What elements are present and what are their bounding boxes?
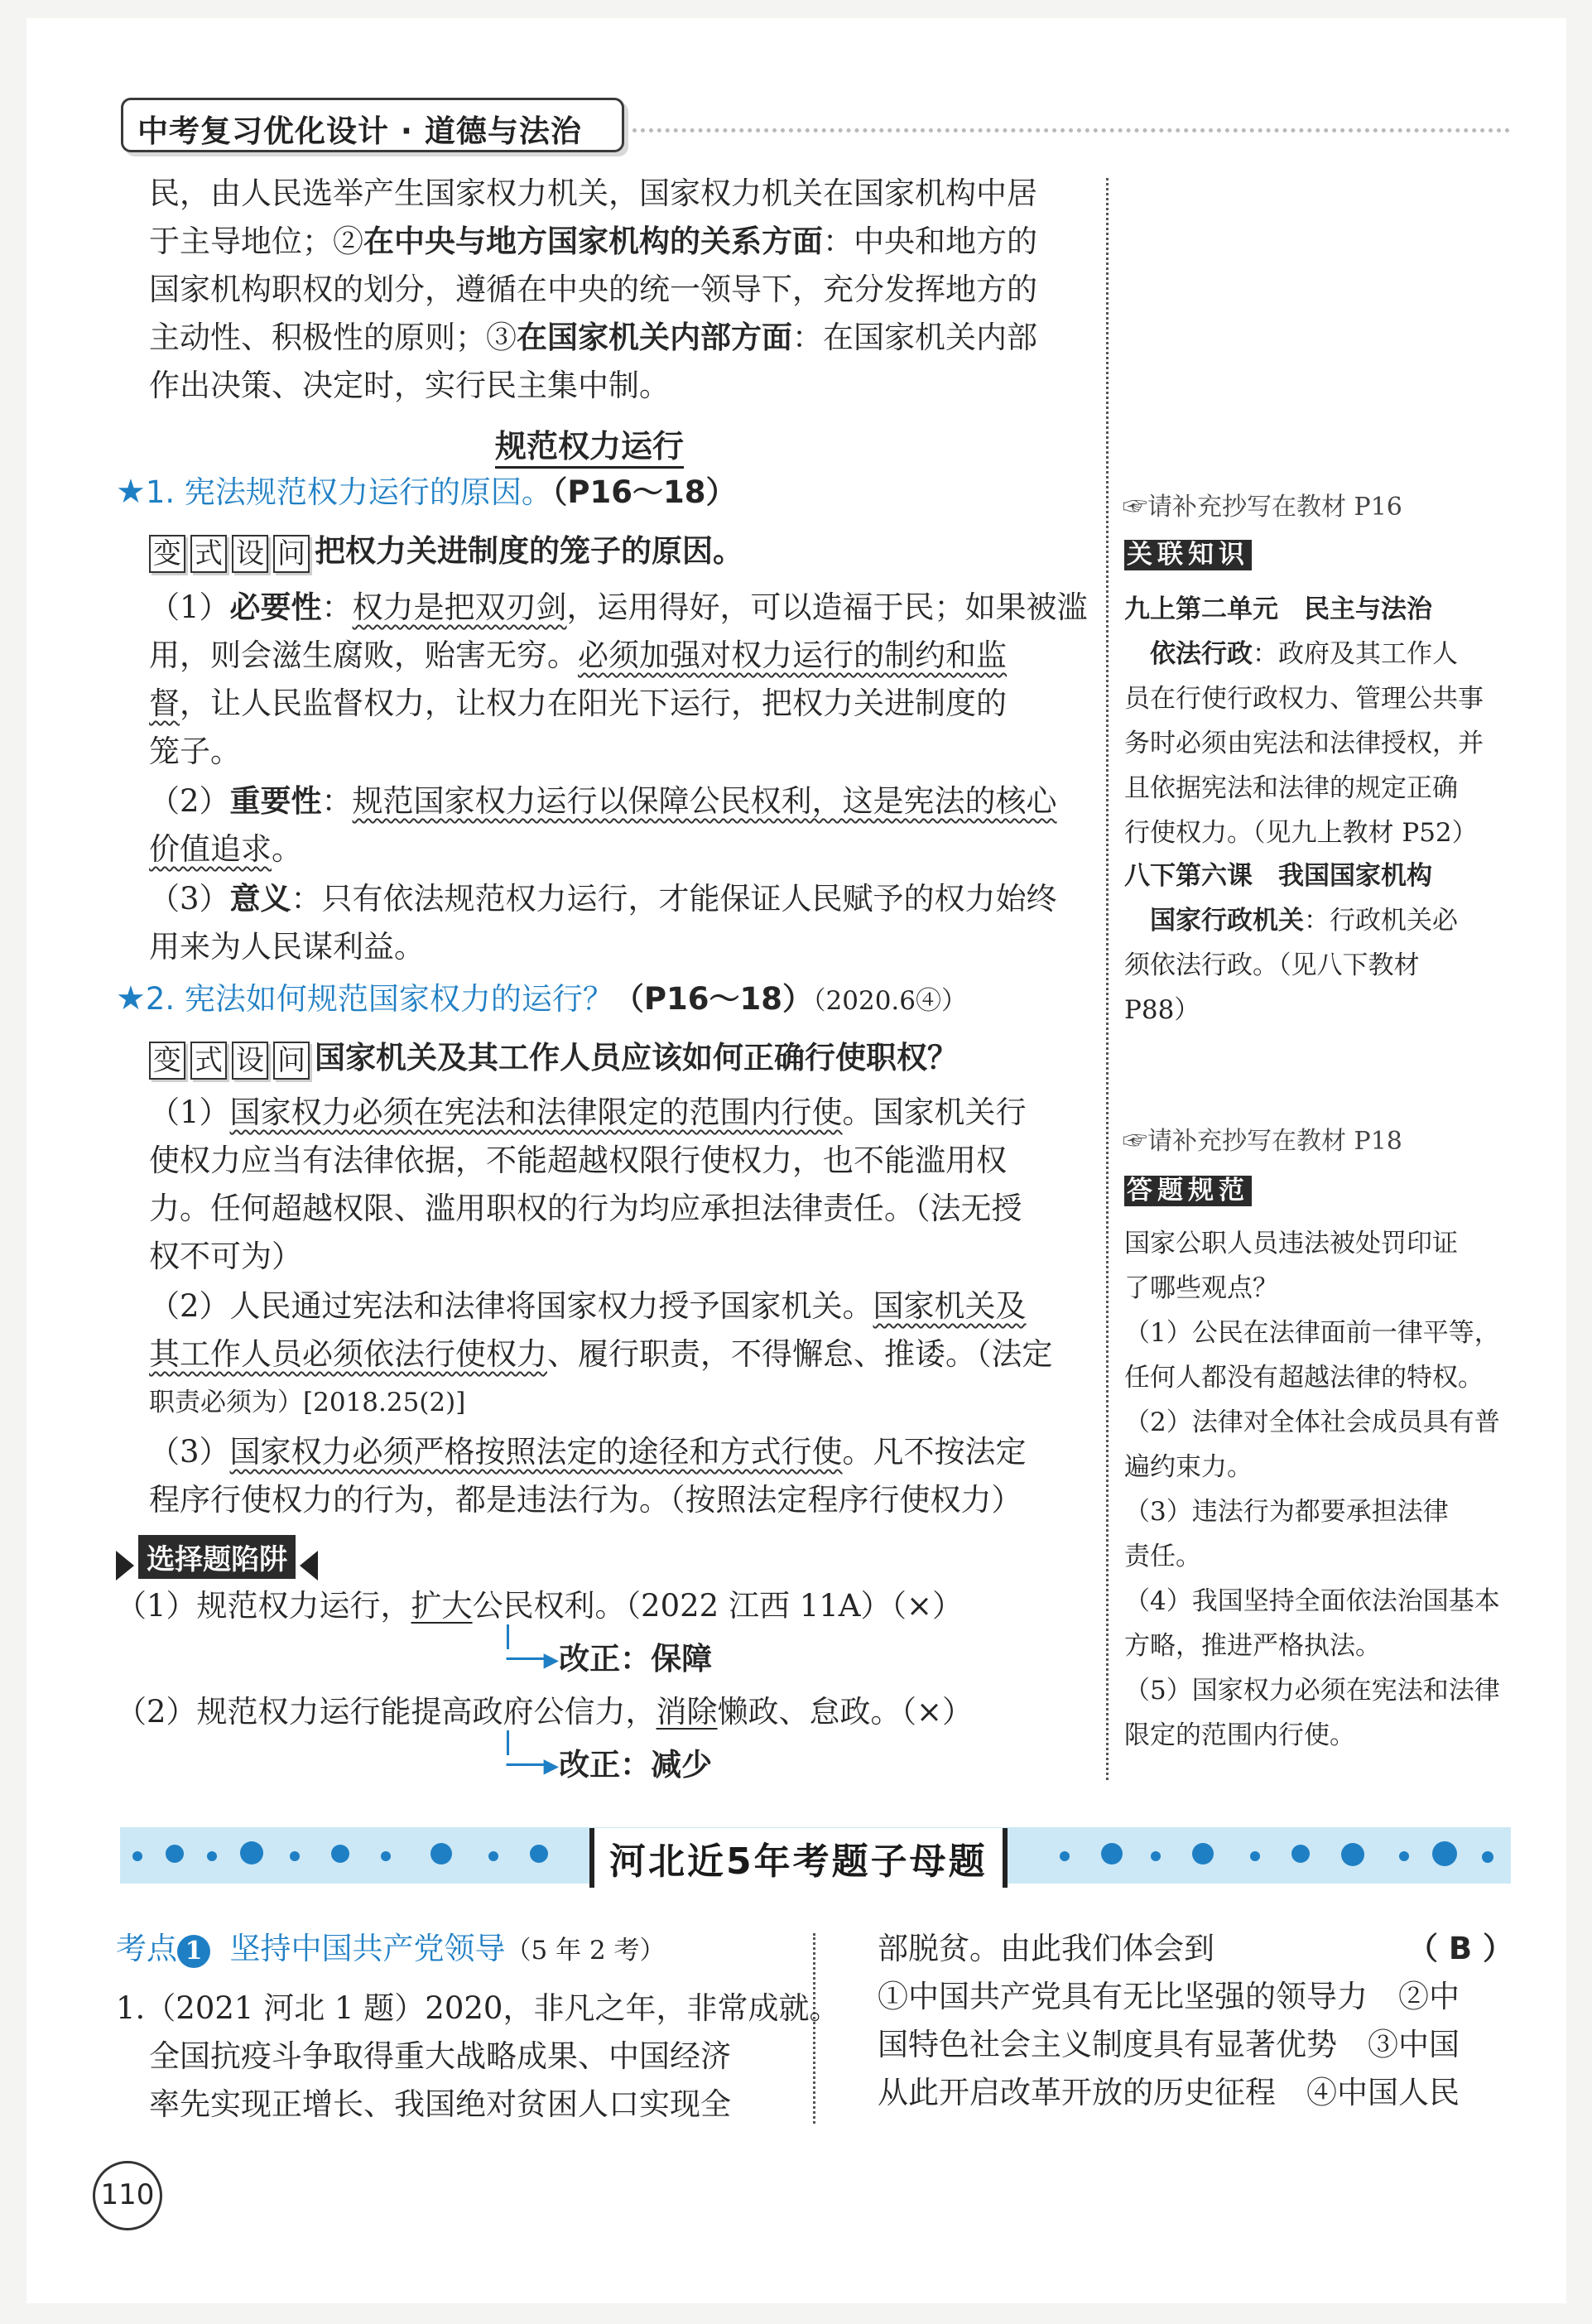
kaodian-count: （5 年 2 考） — [505, 1936, 666, 1966]
q1-line: 督，让人民监督权力，让权力在阳光下运行，把权力关进制度的 — [149, 686, 1007, 721]
side-line: （4）我国坚持全面依法治国基本 — [1124, 1586, 1500, 1616]
intro-line: 民，由人民选举产生国家权力机关，国家权力机关在国家机构中居 — [149, 176, 1037, 211]
answer-bracket: （ B ） — [1407, 1931, 1513, 1966]
side-line: 国家公职人员违法被处罚印证 — [1124, 1229, 1458, 1258]
side-line: （1）公民在法律面前一律平等， — [1124, 1318, 1500, 1348]
q1-line: 价值追求。 — [149, 831, 302, 867]
dot-decoration — [290, 1851, 300, 1861]
q1-pages: （P16～18） — [551, 474, 737, 510]
dot-decoration — [207, 1851, 217, 1861]
dot-decoration — [1060, 1851, 1070, 1861]
arrow-right-icon: ──▸ — [507, 1747, 560, 1783]
side-tag-wrap — [1124, 1176, 1252, 1206]
q1-line: 用来为人民谋利益。 — [149, 929, 425, 965]
dot-decoration — [1399, 1851, 1409, 1861]
side-line: 依法行政：政府及其工作人 — [1150, 639, 1458, 669]
kaodian-title: 坚持中国共产党领导 — [229, 1931, 506, 1966]
dot-decoration — [1341, 1843, 1364, 1866]
q2-line: （3）国家权力必须严格按照法定的途径和方式行使。凡不按法定 — [149, 1434, 1027, 1470]
variant-tag-char: 变 — [149, 1042, 185, 1080]
dot-decoration — [1432, 1841, 1457, 1866]
dot-decoration — [1192, 1843, 1214, 1864]
variant-tag-char: 变 — [149, 535, 185, 573]
question-line: ①中国共产党具有无比坚强的领导力 ②中 — [878, 1979, 1460, 2014]
q2-line: 程序行使权力的行为，都是违法行为。（按照法定程序行使权力） — [149, 1482, 1022, 1518]
side-line: 八下第六课 我国国家机构 — [1124, 861, 1432, 891]
column-separator-bottom — [813, 1933, 815, 2124]
kaodian-number: 1 — [177, 1935, 210, 1968]
q2-line: （1）国家权力必须在宪法和法律限定的范围内行使。国家机关行 — [149, 1095, 1027, 1130]
side-line: 了哪些观点？ — [1124, 1273, 1278, 1303]
dot-decoration — [530, 1845, 548, 1863]
side-line: （2）法律对全体社会成员具有普 — [1124, 1407, 1500, 1437]
trap-label: 选择题陷阱 — [138, 1535, 296, 1579]
side-tag: 答题规范 — [1124, 1176, 1252, 1206]
question-line: 率先实现正增长、我国绝对贫困人口实现全 — [149, 2086, 731, 2122]
dot-decoration — [488, 1851, 498, 1861]
q1-line: （1）必要性：权力是把双刃剑，运用得好，可以造福于民；如果被滥 — [149, 589, 1088, 625]
side-line: P88） — [1124, 995, 1200, 1025]
q2-variant — [149, 1040, 958, 1080]
intro-line: 国家机构职权的划分，遵循在中央的统一领导下，充分发挥地方的 — [149, 272, 1037, 307]
variant-tag-char: 设 — [232, 1042, 268, 1080]
side-line: 务时必须由宪法和法律授权，并 — [1124, 729, 1484, 758]
dot-decoration — [1250, 1851, 1260, 1861]
q2-exam: （2020.6④） — [813, 986, 968, 1016]
variant-question: 把权力关进制度的笼子的原因。 — [315, 533, 743, 569]
page-number: 110 — [93, 2161, 162, 2230]
variant-tag-char: 设 — [232, 535, 268, 573]
q1-variant — [149, 533, 743, 573]
side-line: 员在行使行政权力、管理公共事 — [1124, 684, 1484, 714]
variant-question: 国家机关及其工作人员应该如何正确行使职权？ — [315, 1040, 958, 1075]
variant-tag-char: 式 — [190, 1042, 227, 1080]
dot-decoration — [1151, 1851, 1161, 1861]
trap-fix: ──▸改正：减少 — [507, 1747, 713, 1783]
side-line: 方略，推进严格执法。 — [1124, 1631, 1381, 1661]
q2-line: 权不可为） — [149, 1239, 302, 1274]
kaodian-label: 考点 — [116, 1931, 177, 1966]
side-line: （5）国家权力必须在宪法和法律 — [1124, 1676, 1500, 1706]
q2-line: 力。任何超越权限、滥用职权的行为均应承担法律责任。（法无授 — [149, 1191, 1022, 1226]
side-line: 行使权力。（见九上教材 P52） — [1124, 818, 1478, 848]
side-tag-wrap — [1124, 540, 1252, 570]
q2-pages: （P16～18） — [613, 981, 814, 1017]
dot-decoration — [240, 1841, 263, 1864]
question-line: 1.（2021 河北 1 题）2020，非凡之年，非常成就。 — [116, 1990, 840, 2026]
section-title: 规范权力运行 — [495, 428, 684, 469]
side-note: ☞请补充抄写在教材 P16 — [1123, 493, 1402, 522]
question-line: 从此开启改革开放的历史征程 ④中国人民 — [878, 2075, 1460, 2110]
side-line: 遍约束力。 — [1124, 1452, 1253, 1482]
side-line: 须依法行政。（见八下教材 — [1124, 950, 1420, 980]
q2-title: 2. 宪法如何规范国家权力的运行？ — [145, 981, 613, 1017]
triangle-right-icon — [116, 1551, 134, 1581]
question-line: 部脱贫。由此我们体会到 — [878, 1931, 1214, 1966]
variant-tag-char: 问 — [273, 1042, 310, 1080]
side-line: （3）违法行为都要承担法律 — [1124, 1497, 1449, 1527]
q1-title: 1. 宪法规范权力运行的原因。 — [145, 474, 552, 510]
dot-decoration — [1482, 1851, 1493, 1863]
q1-line: （2）重要性：规范国家权力运行以保障公民权利，这是宪法的核心 — [149, 783, 1057, 819]
side-note: ☞请补充抄写在教材 P18 — [1123, 1127, 1402, 1156]
dot-decoration — [381, 1851, 391, 1861]
header-dotted-rule — [632, 128, 1510, 132]
question-line: 国特色社会主义制度具有显著优势 ③中国 — [878, 2027, 1460, 2062]
dot-decoration — [132, 1851, 142, 1861]
dot-decoration — [1101, 1843, 1123, 1864]
side-tag: 关联知识 — [1124, 540, 1252, 570]
side-line: 限定的范围内行使。 — [1124, 1720, 1355, 1750]
intro-line: 作出决策、决定时，实行民主集中制。 — [149, 368, 670, 403]
q2-line: （2）人民通过宪法和法律将国家权力授予国家机关。国家机关及 — [149, 1288, 1027, 1324]
kaodian-heading — [116, 1931, 666, 1969]
q1-heading — [116, 474, 737, 511]
q2-heading — [116, 980, 967, 1019]
q2-line: 职责必须为）[2018.25(2)] — [149, 1388, 466, 1417]
q2-line: 其工作人员必须依法行使权力、履行职责，不得懈怠、推诿。（法定 — [149, 1336, 1053, 1372]
arrow-right-icon: ──▸ — [507, 1641, 560, 1677]
star-icon: ★ — [116, 979, 146, 1018]
q1-line: （3）意义：只有依法规范权力运行，才能保证人民赋予的权力始终 — [149, 881, 1057, 917]
side-line: 九上第二单元 民主与法治 — [1124, 594, 1432, 624]
side-line: 任何人都没有超越法律的特权。 — [1124, 1363, 1484, 1393]
intro-line: 于主导地位；②在中央与地方国家机构的关系方面：中央和地方的 — [149, 224, 1037, 259]
q1-line: 笼子。 — [149, 734, 241, 769]
banner-title: 河北近5年考题子母题 — [589, 1828, 1008, 1888]
q2-line: 使权力应当有法律依据，不能超越权限行使权力，也不能滥用权 — [149, 1143, 1007, 1178]
intro-line: 主动性、积极性的原则；③在国家机关内部方面：在国家机关内部 — [149, 320, 1037, 355]
star-icon: ★ — [116, 473, 146, 511]
section-title-wrap — [495, 421, 684, 466]
trap-item: （2）规范权力运行能提高政府公信力，消除懒政、怠政。（×） — [116, 1694, 974, 1730]
column-separator — [1106, 178, 1109, 1780]
trap-label-wrap — [116, 1535, 318, 1581]
variant-tag-char: 式 — [190, 535, 227, 573]
side-line: 责任。 — [1124, 1542, 1201, 1571]
dot-decoration — [166, 1845, 184, 1863]
dot-decoration — [331, 1845, 349, 1863]
trap-item: （1）规范权力运行，扩大公民权利。（2022 江西 11A）（×） — [116, 1588, 964, 1624]
side-line: 且依据宪法和法律的规定正确 — [1124, 773, 1458, 803]
side-line: 国家行政机关：行政机关必 — [1150, 906, 1458, 936]
header-title: 中考复习优化设计 · 道德与法治 — [137, 113, 582, 149]
trap-fix: ──▸改正：保障 — [507, 1641, 713, 1677]
variant-tag-char: 问 — [273, 535, 310, 573]
triangle-left-icon — [300, 1551, 318, 1581]
dot-decoration — [430, 1843, 452, 1864]
q1-line: 用，则会滋生腐败，贻害无穷。必须加强对权力运行的制约和监 — [149, 638, 1007, 673]
question-line: 全国抗疫斗争取得重大战略成果、中国经济 — [149, 2038, 731, 2074]
dot-decoration — [1291, 1845, 1310, 1863]
